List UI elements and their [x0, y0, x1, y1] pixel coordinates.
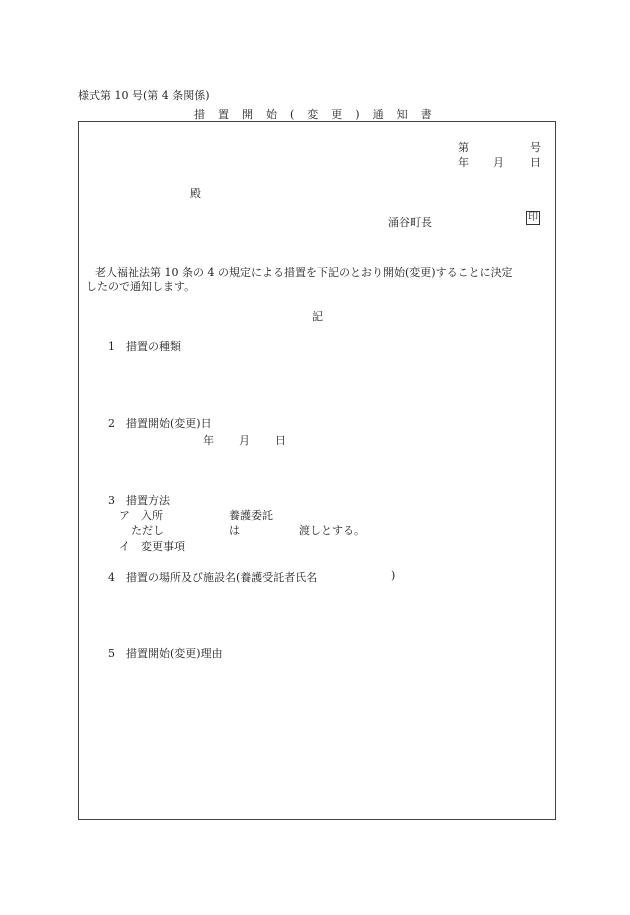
form-frame: [78, 121, 556, 820]
item5-label: 5 措置開始(変更)理由: [108, 647, 223, 660]
seal-mark: [526, 211, 540, 225]
item2-year: 年: [203, 434, 214, 447]
item1-label: 1 措置の種類: [108, 340, 181, 353]
item4-label: 4 措置の場所及び施設名(養護受託者氏名: [108, 571, 318, 584]
document-title: 措 置 開 始 ( 変 更 ) 通 知 書: [194, 108, 433, 121]
number-prefix: 第: [458, 141, 469, 154]
body-text-line1: 老人福祉法第 10 条の 4 の規定による措置を下記のとおり開始(変更)することに決定: [95, 266, 513, 279]
date-year: 年: [458, 156, 469, 169]
issuer-name: 涌谷町長: [388, 216, 432, 229]
item2-day: 日: [275, 434, 286, 447]
seal-char: 印: [528, 212, 538, 223]
number-suffix: 号: [530, 141, 541, 154]
form-number: 様式第 10 号(第 4 条関係): [78, 89, 210, 102]
date-month: 月: [493, 156, 504, 169]
item3-a-label: ア 入所: [119, 509, 163, 522]
item3-ha: は: [229, 524, 240, 537]
item3-i-label: イ 変更事項: [119, 540, 185, 553]
item2-month: 月: [239, 434, 250, 447]
addressee-suffix: 殿: [190, 187, 201, 200]
ki-heading: 記: [312, 310, 323, 323]
item3-label: 3 措置方法: [108, 494, 170, 507]
item3-watashi: 渡しとする。: [299, 524, 365, 537]
body-text-line2: したので通知します。: [86, 280, 196, 293]
item2-label: 2 措置開始(変更)日: [108, 417, 212, 430]
item3-a-value: 養護委託: [229, 509, 273, 522]
item4-close: ): [391, 569, 396, 582]
item3-tadashi: ただし: [131, 524, 164, 537]
date-day: 日: [530, 156, 541, 169]
